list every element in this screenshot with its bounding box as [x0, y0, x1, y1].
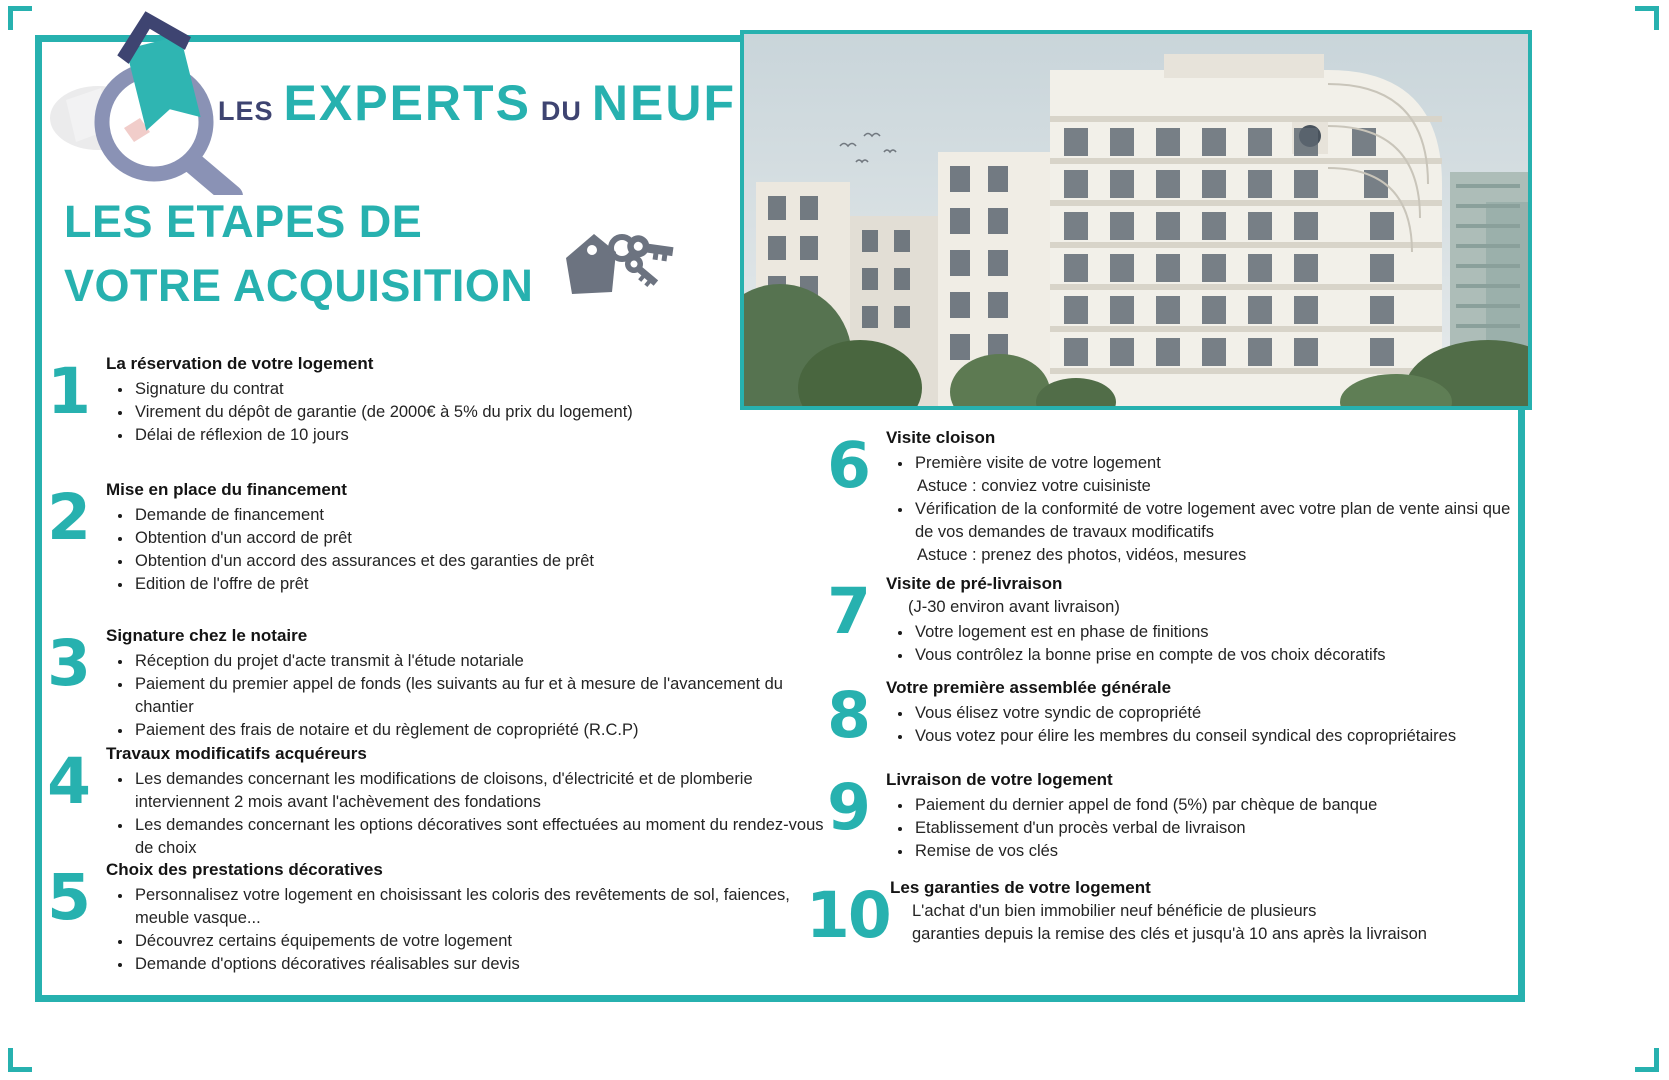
page-title [64, 190, 533, 318]
corner-mark-bottom-left [8, 1048, 32, 1072]
page-title-line2: VOTRE ACQUISITION [64, 260, 534, 311]
step-10 [806, 876, 1506, 952]
logo-wordmark [218, 74, 736, 132]
step-7 [820, 572, 1500, 667]
bullet-item: • Remise de vos clés [913, 840, 1500, 863]
step-9 [820, 768, 1500, 863]
bullet-item: • Demande d'options décoratives réalisables sur devis [133, 953, 800, 976]
bullet-sub-note: Astuce : conviez votre cuisiniste [917, 476, 1151, 495]
bullet-item: • Paiement du dernier appel de fond (5%) par chèque de banque [913, 794, 1500, 817]
step-2-number: 2 [47, 481, 91, 554]
step-7-intro: (J-30 environ avant livraison) [908, 597, 1120, 616]
step-8-number: 8 [827, 679, 871, 752]
bullet-item: • Les demandes concernant les options décoratives sont effectuées au moment du rendez-vous de choix [133, 814, 840, 860]
bullet-item: • Vous votez pour élire les membres du conseil syndical des copropriétaires [913, 725, 1500, 748]
step-10-number: 10 [806, 879, 890, 952]
step-3-number: 3 [47, 627, 91, 700]
bullet-item: • Première visite de votre logement Astuce : conviez votre cuisiniste [913, 452, 1520, 498]
step-4 [40, 742, 840, 860]
step-1 [40, 352, 810, 447]
step-9-list [886, 794, 1500, 863]
step-5 [40, 858, 800, 976]
step-6-title: Visite cloison [886, 428, 996, 447]
step-6-number: 6 [827, 429, 871, 502]
step-3-list [106, 650, 830, 742]
bullet-item: • Virement du dépôt de garantie (de 2000€ à 5% du prix du logement) [133, 401, 810, 424]
house-keys-icon [556, 218, 676, 313]
step-1-number: 1 [47, 355, 91, 428]
bullet-item: • Vous contrôlez la bonne prise en compte de vos choix décoratifs [913, 644, 1500, 667]
step-1-list [106, 378, 810, 447]
step-5-list [106, 884, 800, 976]
step-8-title: Votre première assemblée générale [886, 678, 1172, 697]
bullet-item: • Signature du contrat [133, 378, 810, 401]
logo-word-les: LES [218, 96, 274, 126]
bullet-item: • Etablissement d'un procès verbal de livraison [913, 817, 1500, 840]
step-4-number: 4 [47, 745, 91, 818]
bullet-item: • Paiement du premier appel de fonds (les suivants au fur et à mesure de l'avancement du chantier [133, 673, 830, 719]
step-9-title: Livraison de votre logement [886, 770, 1113, 789]
building-photo [740, 30, 1532, 410]
bullet-item: • Votre logement est en phase de finitions [913, 621, 1500, 644]
step-6 [820, 426, 1520, 567]
step-7-title: Visite de pré-livraison [886, 574, 1063, 593]
bullet-item: • Les demandes concernant les modifications de cloisons, d'électricité et de plomberie interviennent 2 mois avant l'achèvement des fondations [133, 768, 840, 814]
bullet-item: • Paiement des frais de notaire et du règlement de copropriété (R.C.P) [133, 719, 830, 742]
bullet-item: • Délai de réflexion de 10 jours [133, 424, 810, 447]
bullet-item: • Personnalisez votre logement en choisissant les coloris des revêtements de sol, faiences, meuble vasque... [133, 884, 800, 930]
step-5-title: Choix des prestations décoratives [106, 860, 383, 879]
building-illustration [744, 34, 1528, 406]
bullet-item: • Edition de l'offre de prêt [133, 573, 810, 596]
page-title-line1: LES ETAPES DE [64, 196, 423, 247]
step-1-title: La réservation de votre logement [106, 354, 374, 373]
bullet-item: • Obtention d'un accord des assurances et des garanties de prêt [133, 550, 810, 573]
step-10-line: garanties depuis la remise des clés et jusqu'à 10 ans après la livraison [912, 924, 1427, 943]
step-8 [820, 676, 1500, 752]
step-4-title: Travaux modificatifs acquéreurs [106, 744, 367, 763]
step-5-number: 5 [47, 861, 91, 934]
step-8-list [886, 702, 1500, 748]
bullet-item: • Réception du projet d'acte transmit à l'étude notariale [133, 650, 830, 673]
step-2-title: Mise en place du financement [106, 480, 347, 499]
step-2-list [106, 504, 810, 596]
step-10-title: Les garanties de votre logement [890, 878, 1151, 897]
step-3 [40, 624, 830, 742]
bullet-item: • Vous élisez votre syndic de copropriété [913, 702, 1500, 725]
step-3-title: Signature chez le notaire [106, 626, 308, 645]
bullet-item: • Demande de financement [133, 504, 810, 527]
corner-mark-bottom-right [1635, 1048, 1659, 1072]
step-9-number: 9 [827, 771, 871, 844]
step-7-number: 7 [827, 575, 871, 648]
bullet-item: • Vérification de la conformité de votre logement avec votre plan de vente ainsi que de vos demandes de travaux modificatifs Astuce : prenez des photos, vidéos, mesures [913, 498, 1520, 567]
bullet-sub-note: Astuce : prenez des photos, vidéos, mesures [917, 546, 1247, 565]
step-2 [40, 478, 810, 596]
corner-mark-top-right [1635, 6, 1659, 30]
logo-word-du: DU [540, 96, 582, 126]
logo-word-experts: EXPERTS [283, 75, 531, 131]
step-7-list [886, 621, 1500, 667]
step-10-line: L'achat d'un bien immobilier neuf bénéficie de plusieurs [912, 901, 1317, 920]
step-4-list [106, 768, 840, 860]
bullet-item: • Découvrez certains équipements de votre logement [133, 930, 800, 953]
logo-word-neuf: NEUF [591, 75, 737, 131]
corner-mark-top-left [8, 6, 32, 30]
bullet-item: • Obtention d'un accord de prêt [133, 527, 810, 550]
step-6-list [886, 452, 1520, 567]
